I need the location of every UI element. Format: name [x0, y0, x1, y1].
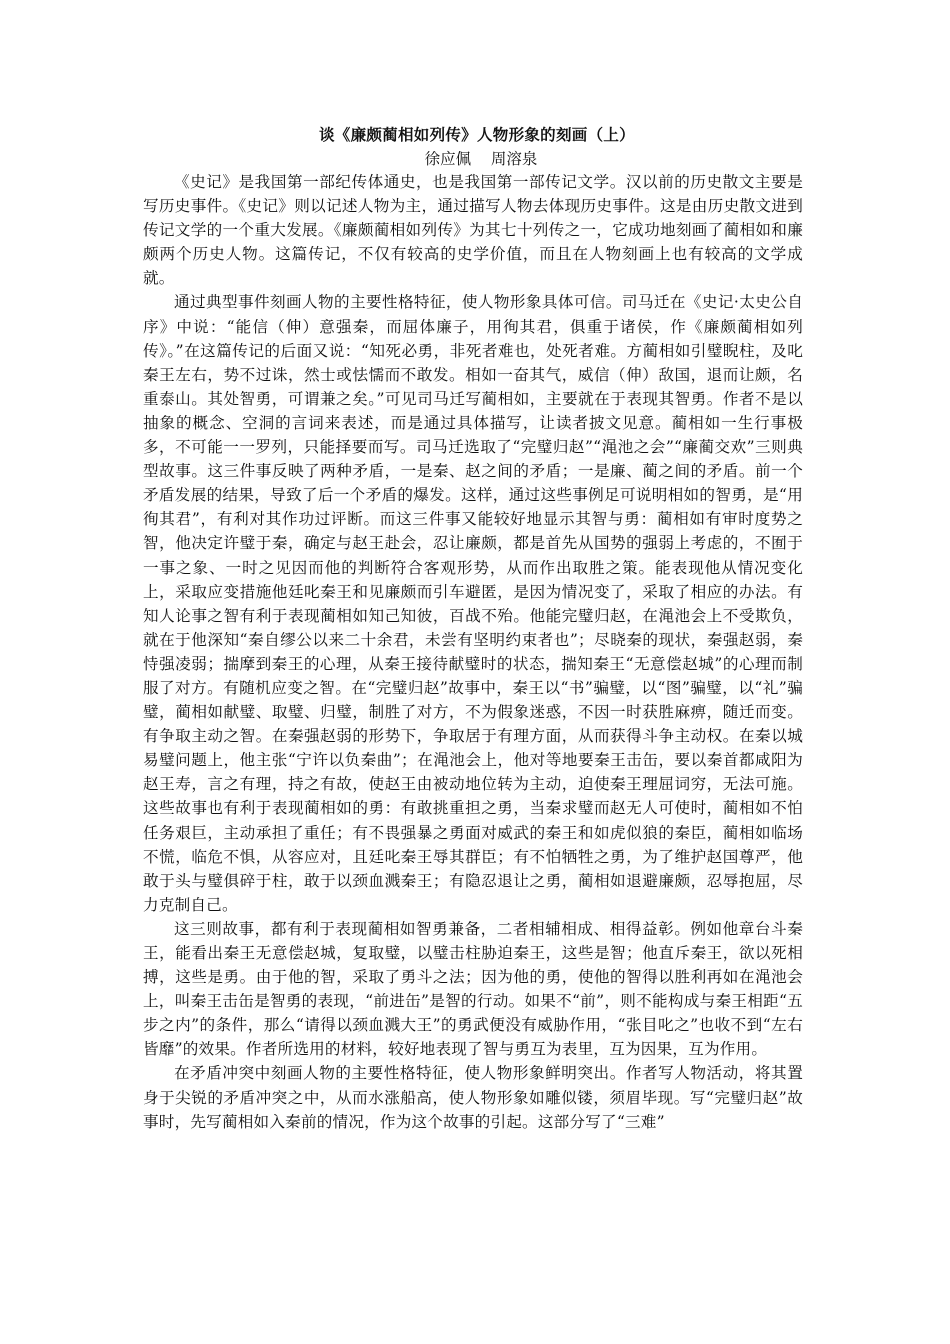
- document-title: 谈《廉颇蔺相如列传》人物形象的刻画（上）: [318, 126, 635, 144]
- paragraph-4: 在矛盾冲突中刻画人物的主要性格特征，使人物形象鲜明突出。作者写人物活动，将其置身于尖锐的矛盾冲突之中，从而水涨船高，使人物形象如雕似镂，须眉毕现。写“完璧归赵”故事时，先写蔺相如入秦前的情况，作为这个故事的引起。这部分写了“三难”: [143, 1064, 803, 1131]
- document-authors: 徐应佩 周溶泉: [424, 150, 538, 168]
- paragraph-3: 这三则故事，都有利于表现蔺相如智勇兼备，二者相辅相成、相得益彰。例如他章台斗秦王，能看出秦王无意偿赵城，复取璧，以璧击柱胁迫秦王，这些是智；他直斥秦王，欲以死相搏，这些是勇。由于他的智，采取了勇斗之法；因为他的勇，使他的智得以胜利再如在渑池会上，叫秦王击缶是智勇的表现，“前进缶”是智的行动。如果不“前”，则不能构成与秦王相距“五步之内”的条件，那么“请得以颈血溅大王”的勇武便没有威胁作用，“张目叱之”也收不到“左右皆靡”的效果。作者所选用的材料，较好地表现了智与勇互为表里，互为因果，互为作用。: [143, 919, 803, 1059]
- document-page: [143, 124, 803, 1134]
- paragraph-2: 通过典型事件刻画人物的主要性格特征，使人物形象具体可信。司马迁在《史记·太史公自序》中说：“能信（伸）意强秦，而屈体廉子，用徇其君，俱重于诸侯，作《廉颇蔺相如列传》。”在这篇传记的后面又说：“知死必勇，非死者难也，处死者难。方蔺相如引璧睨柱，及叱秦王左右，势不过诛，然士或怯懦而不敢发。相如一奋其气，威信（伸）敌国，退而让颇，名重泰山。其处智勇，可谓兼之矣。”可见司马迁写蔺相如，主要就在于表现其智勇。作者不是以抽象的概念、空洞的言词来表述，而是通过具体描写，让读者披文见意。蔺相如一生行事极多，不可能一一罗列，只能择要而写。司马迁选取了“完璧归赵”“渑池之会”“廉蔺交欢”三则典型故事。这三件事反映了两种矛盾，一是秦、赵之间的矛盾；一是廉、蔺之间的矛盾。前一个矛盾发展的结果，导致了后一个矛盾的爆发。这样，通过这些事例足可说明相如的智勇，是“用徇其君”，有利对其作功过评断。而这三件事又能较好地显示其智与勇：蔺相如有审时度势之智，他决定许璧于秦，确定与赵王赴会，忍让廉颇，都是首先从国势的强弱上考虑的，不囿于一事之象、一时之见因而他的判断符合客观形势，从而作出取胜之策。能表现他从情况变化上，采取应变措施他廷叱秦王和见廉颇而引车避匿，是因为情况变了，采取了相应的办法。有知人论事之智有利于表现蔺相如知己知彼，百战不殆。他能完璧归赵，在渑池会上不受欺负，就在于他深知“秦自缪公以来二十余君，未尝有坚明约束者也”；尽晓秦的现状，秦强赵弱，秦恃强凌弱；揣摩到秦王的心理，从秦王接待献璧时的状态，揣知秦王“无意偿赵城”的心理而制服了对方。有随机应变之智。在“完璧归赵”故事中，秦王以“书”骗璧，以“图”骗璧，以“礼”骗璧，蔺相如献璧、取璧、归璧，制胜了对方，不为假象迷惑，不因一时获胜麻痹，随迁而变。有争取主动之智。在秦强赵弱的形势下，争取居于有理方面，从而获得斗争主动权。在秦以城易璧问题上，他主张“宁许以负秦曲”；在渑池会上，他对等地要秦王击缶，要以秦首都咸阳为赵王寿，言之有理，持之有故，使赵王由被动地位转为主动，迫使秦王理屈词穷，无法可施。这些故事也有利于表现蔺相如的勇：有敢挑重担之勇，当秦求璧而赵无人可使时，蔺相如不怕任务艰巨，主动承担了重任；有不畏强暴之勇面对威武的秦王和如虎似狼的秦臣，蔺相如临场不慌，临危不惧，从容应对，且廷叱秦王辱其群臣；有不怕牺牲之勇，为了维护赵国尊严，他敢于头与璧俱碎于柱，敢于以颈血溅秦王；有隐忍退让之勇，蔺相如退避廉颇，忍辱抱屈，尽力克制自己。: [143, 293, 803, 914]
- paragraph-1: 《史记》是我国第一部纪传体通史，也是我国第一部传记文学。汉以前的历史散文主要是写历史事件。《史记》则以记述人物为主，通过描写人物去体现历史事件。这是由历史散文进到传记文学的一个重大发展。《廉颇蔺相如列传》为其七十列传之一，它成功地刻画了蔺相如和廉颇两个历史人物。这篇传记，不仅有较高的史学价值，而且在人物刻画上也有较高的文学成就。: [143, 173, 803, 288]
